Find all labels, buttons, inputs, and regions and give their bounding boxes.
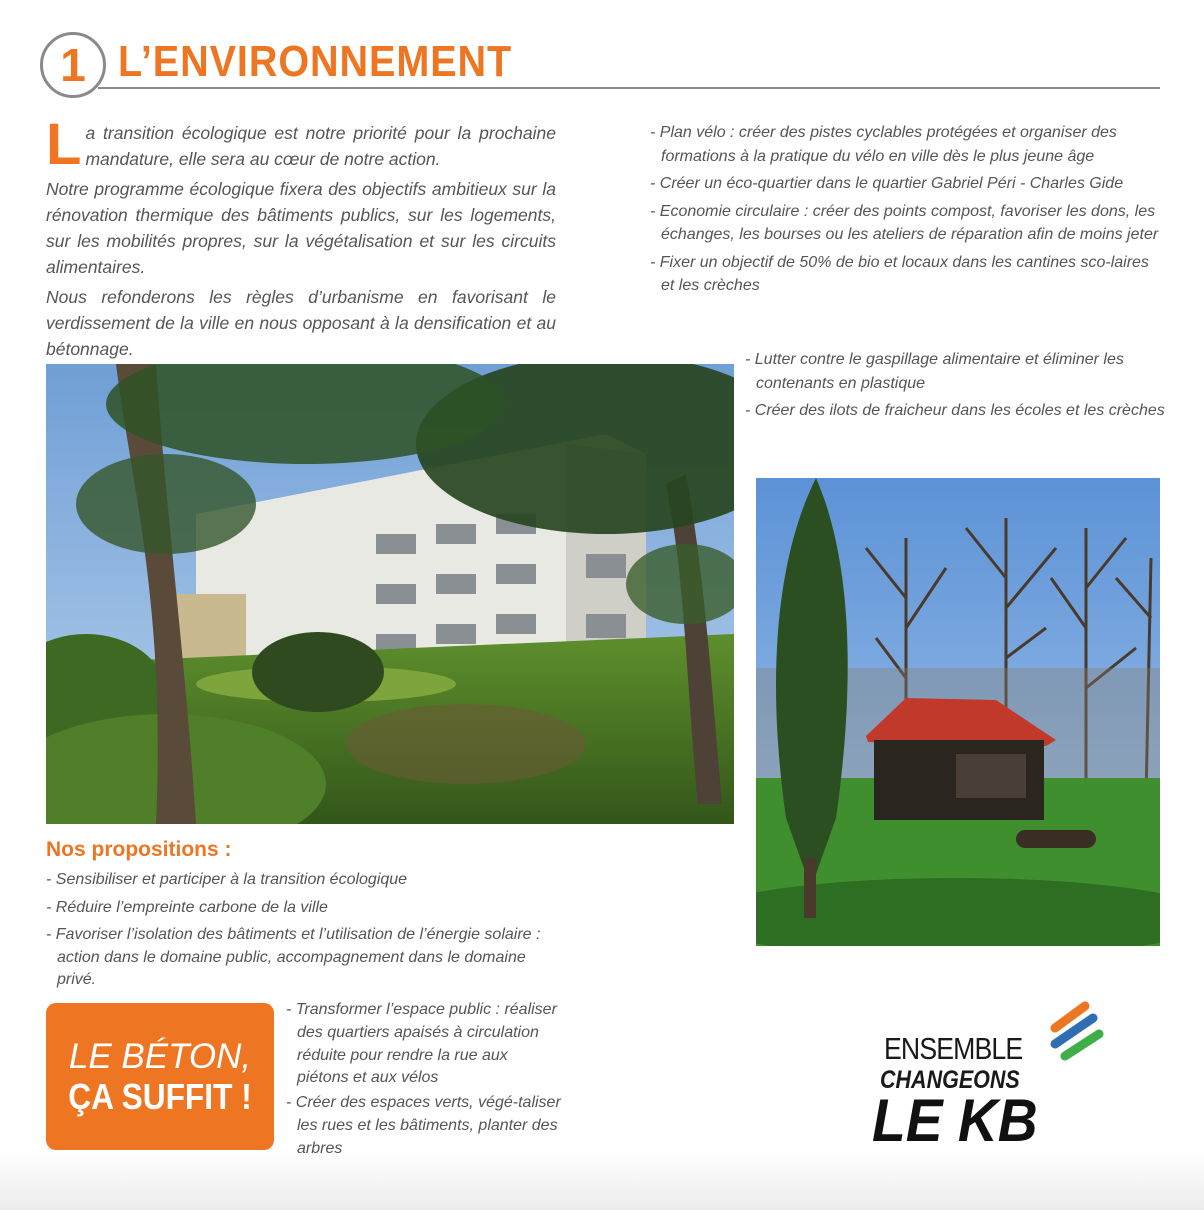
slogan-line-2: ÇA SUFFIT ! (68, 1076, 252, 1117)
residence-garden-photo (46, 364, 734, 824)
park-hut-photo (756, 478, 1160, 946)
drop-cap: L (46, 112, 82, 177)
page-bottom-shade (0, 1150, 1204, 1210)
logo-line-2: CHANGEONS (880, 1066, 1020, 1094)
slogan-callout (46, 1003, 274, 1150)
list-item: - Fixer un objectif de 50% de bio et locaux dans les cantines sco-laires et les crèches (650, 253, 1149, 294)
list-item: - Réduire l’empreinte carbone de la ville (46, 898, 328, 916)
logo-stripes-icon (1045, 1000, 1105, 1070)
list-item: - Créer des ilots de fraicheur dans les écoles et les crèches (745, 402, 1165, 419)
intro-paragraph-3: Nous refonderons les règles d’urbanisme en favorisant le verdissement de la ville en nous opposant à la densification et au bétonnage. (46, 287, 556, 359)
list-item: - Economie circulaire : créer des points compost, favoriser les dons, les échanges, les bourses ou les ateliers de réparation afin de moins jeter (650, 202, 1159, 243)
propositions-list-continued (286, 999, 561, 1163)
campaign-logo (862, 1000, 1112, 1154)
section-number-badge: 1 (40, 32, 106, 98)
intro-paragraph-1 (46, 112, 556, 177)
slogan-line-1: LE BÉTON, (68, 1037, 252, 1076)
propositions-heading: Nos propositions : (46, 838, 232, 861)
logo-line-1: ENSEMBLE (884, 1031, 1023, 1066)
list-item: - Favoriser l’isolation des bâtiments et l’utilisation de l’énergie solaire : action dans le domaine public, accompagnement dans le domaine privé. (46, 926, 541, 988)
logo-line-3: LE KB (872, 1087, 1038, 1154)
section-title: L’ENVIRONNEMENT (118, 37, 513, 86)
intro-paragraph-1-text: a transition écologique est notre priorité pour la prochaine mandature, elle sera au cœur de notre action. (85, 123, 556, 169)
intro-paragraph-2: Notre programme écologique fixera des objectifs ambitieux sur la rénovation thermique des bâtiments publics, sur les logements, sur les mobilités propres, sur la végétalisation et sur les circuits alimentaires. (46, 179, 556, 277)
list-item: - Créer un éco-quartier dans le quartier Gabriel Péri - Charles Gide (650, 175, 1124, 192)
propositions-list (46, 869, 556, 997)
list-item: - Lutter contre le gaspillage alimentaire et éliminer les contenants en plastique (745, 351, 1124, 392)
measures-list (650, 121, 1160, 302)
list-item: - Créer des espaces verts, végé-taliser les rues et les bâtiments, planter des arbres (286, 1094, 561, 1157)
measures-list-continued (745, 348, 1165, 427)
list-item: - Transformer l’espace public : réaliser des quartiers apaisés à circulation réduite pour rendre la rue aux piétons et aux vélos (286, 1001, 557, 1087)
intro-text (46, 112, 556, 366)
list-item: - Plan vélo : créer des pistes cyclables protégées et organiser des formations à la pratique du vélo en ville dès le plus jeune âge (650, 124, 1117, 165)
list-item: - Sensibiliser et participer à la transition écologique (46, 871, 408, 888)
